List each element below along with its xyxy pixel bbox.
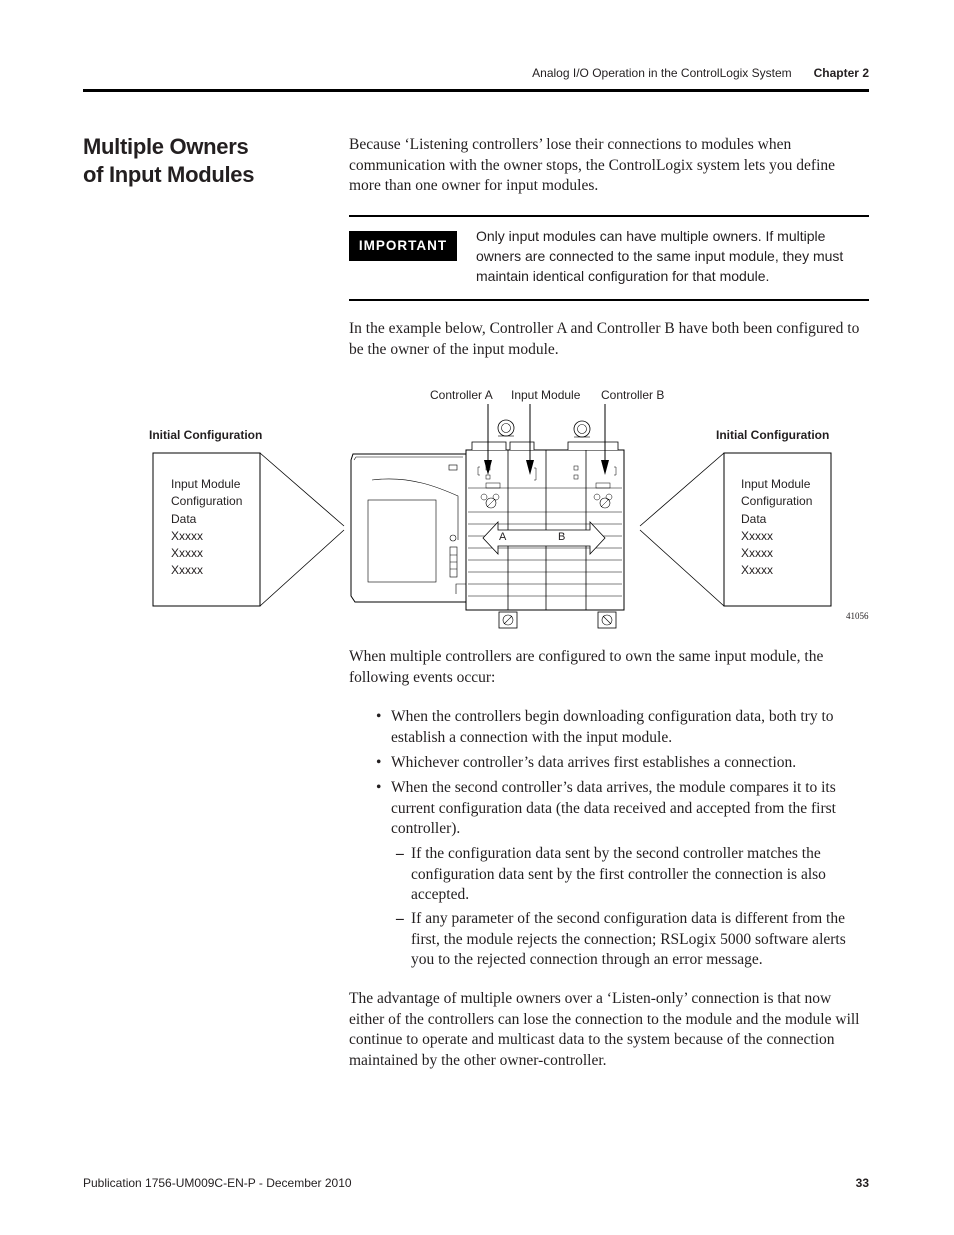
config-line: Xxxxx (741, 563, 774, 578)
section-title-line-1: Multiple Owners (83, 134, 249, 159)
config-line: Data (741, 511, 767, 526)
config-line: Xxxxx (171, 546, 204, 561)
sub-list-item-text: If the configuration data sent by the second controller matches the configuration data sent by the first controller the connection is also accepted. (411, 845, 826, 903)
list-item-text: Whichever controller’s data arrives first establishes a connection. (391, 754, 797, 771)
advantage-paragraph: The advantage of multiple owners over a ‘Listen-only’ connection is that now either of the controllers can lose the connection to the module and the module will continue to operate and multicast data to the system because of the connection maintained by the other owner-controller. (349, 990, 860, 1069)
left-config-heading: Initial Configuration (149, 428, 263, 442)
example-paragraph: In the example below, Controller A and Controller B have both been configured to be the owner of the input module. (349, 320, 860, 358)
important-callout (349, 215, 869, 301)
config-line: Input Module (171, 477, 241, 491)
running-header (532, 66, 869, 80)
right-config-heading: Initial Configuration (716, 428, 830, 442)
intro-paragraph: Because ‘Listening controllers’ lose their connections to modules when communication with the owner stops, the ControlLogix system lets you define more than one owner for input modules. (349, 136, 836, 194)
config-line: Configuration (171, 494, 243, 509)
config-line: Xxxxx (171, 563, 204, 578)
section-title (83, 133, 303, 189)
config-line: Xxxxx (741, 528, 774, 543)
config-line: Data (171, 511, 197, 526)
list-item-text: When the controllers begin downloading configuration data, both try to establish a connection with the input module. (391, 708, 834, 746)
label-controller-a: Controller A (430, 388, 493, 402)
running-title: Analog I/O Operation in the ControlLogix System (532, 66, 792, 80)
label-input-module: Input Module (511, 388, 581, 402)
list-item-text: When the second controller’s data arrives, the module compares it to its current configuration data (the data received and accepted from the first controller). (391, 779, 836, 837)
important-text: Only input modules can have multiple owners. If multiple owners are connected to the same input module, they must maintain identical configuration for that module. (476, 228, 844, 284)
important-badge: IMPORTANT (349, 231, 457, 261)
left-config-text (171, 476, 242, 580)
header-rule (83, 89, 869, 92)
label-controller-b: Controller B (601, 388, 665, 402)
config-line: Input Module (741, 477, 811, 491)
right-config-text (741, 476, 812, 580)
config-line: Configuration (741, 494, 813, 509)
footer-publication: Publication 1756-UM009C-EN-P - December 2010 (83, 1176, 352, 1190)
section-title-line-2: of Input Modules (83, 162, 255, 187)
config-line: Xxxxx (171, 528, 204, 543)
arrow-label-a: A (499, 531, 507, 543)
ownership-diagram (140, 380, 870, 630)
chapter-label: Chapter 2 (813, 66, 869, 80)
page-number: 33 (855, 1176, 869, 1190)
arrow-label-b: B (558, 531, 566, 543)
sub-list-item-text: If any parameter of the second configuration data is different from the first, the module rejects the connection; RSLogix 5000 software alerts you to the rejected connection through an error message. (411, 910, 846, 968)
events-intro-paragraph: When multiple controllers are configured to own the same input module, the following events occur: (349, 648, 824, 686)
config-line: Xxxxx (741, 546, 774, 561)
figure-id: 41056 (846, 611, 869, 621)
